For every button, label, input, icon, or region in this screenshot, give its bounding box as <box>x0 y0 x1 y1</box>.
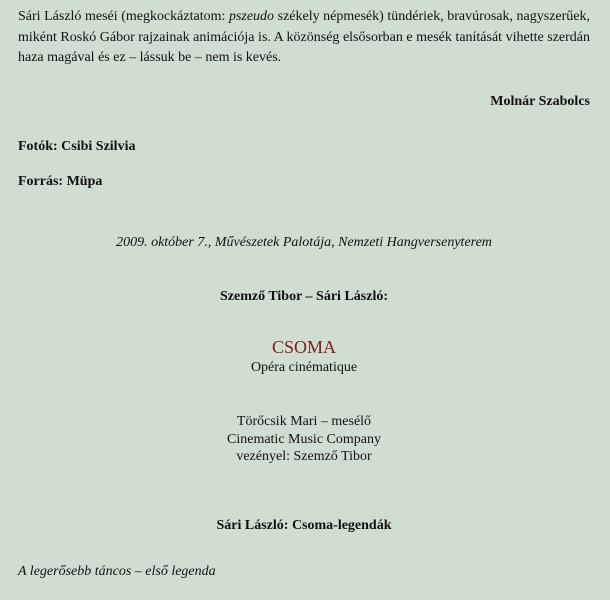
composers-heading: Szemző Tibor – Sári László: <box>220 289 388 304</box>
intro-paragraph <box>18 7 590 69</box>
intro-text-part-1: Sári László meséi (megkockáztatom: <box>18 9 229 24</box>
performer-line: Cinematic Music Company <box>227 431 381 447</box>
intro-emphasis: pszeudo <box>228 9 275 24</box>
photo-credit: Fotók: Csibi Szilvia <box>18 139 136 154</box>
event-info: 2009. október 7., Művészetek Palotája, Nemzeti Hangversenyterem <box>116 235 492 250</box>
performer-line: vezényel: Szemző Tibor <box>236 449 372 464</box>
article-page <box>18 0 590 600</box>
work-title: CSOMA <box>271 337 337 357</box>
work-subtitle: Opéra cinématique <box>250 360 358 375</box>
performer-line: Törőcsik Mari – mesélő <box>236 414 372 429</box>
chapter-heading: A legerősebb táncos – első legenda <box>18 564 216 579</box>
source-credit: Forrás: Müpa <box>18 174 103 189</box>
author-signature: Molnár Szabolcs <box>490 94 590 109</box>
section-title: Sári László: Csoma-legendák <box>216 518 392 533</box>
intro-text-part-2: székely népmesék) tündériek, bravúrosak, nagyszerűek, miként Roskó Gábor rajzainak animációja is. A közönség elsősorban e mesék tanítását vihette szerdán haza magával és ez – lássuk be – nem is kevés. <box>18 9 590 65</box>
performers-list <box>18 413 590 466</box>
